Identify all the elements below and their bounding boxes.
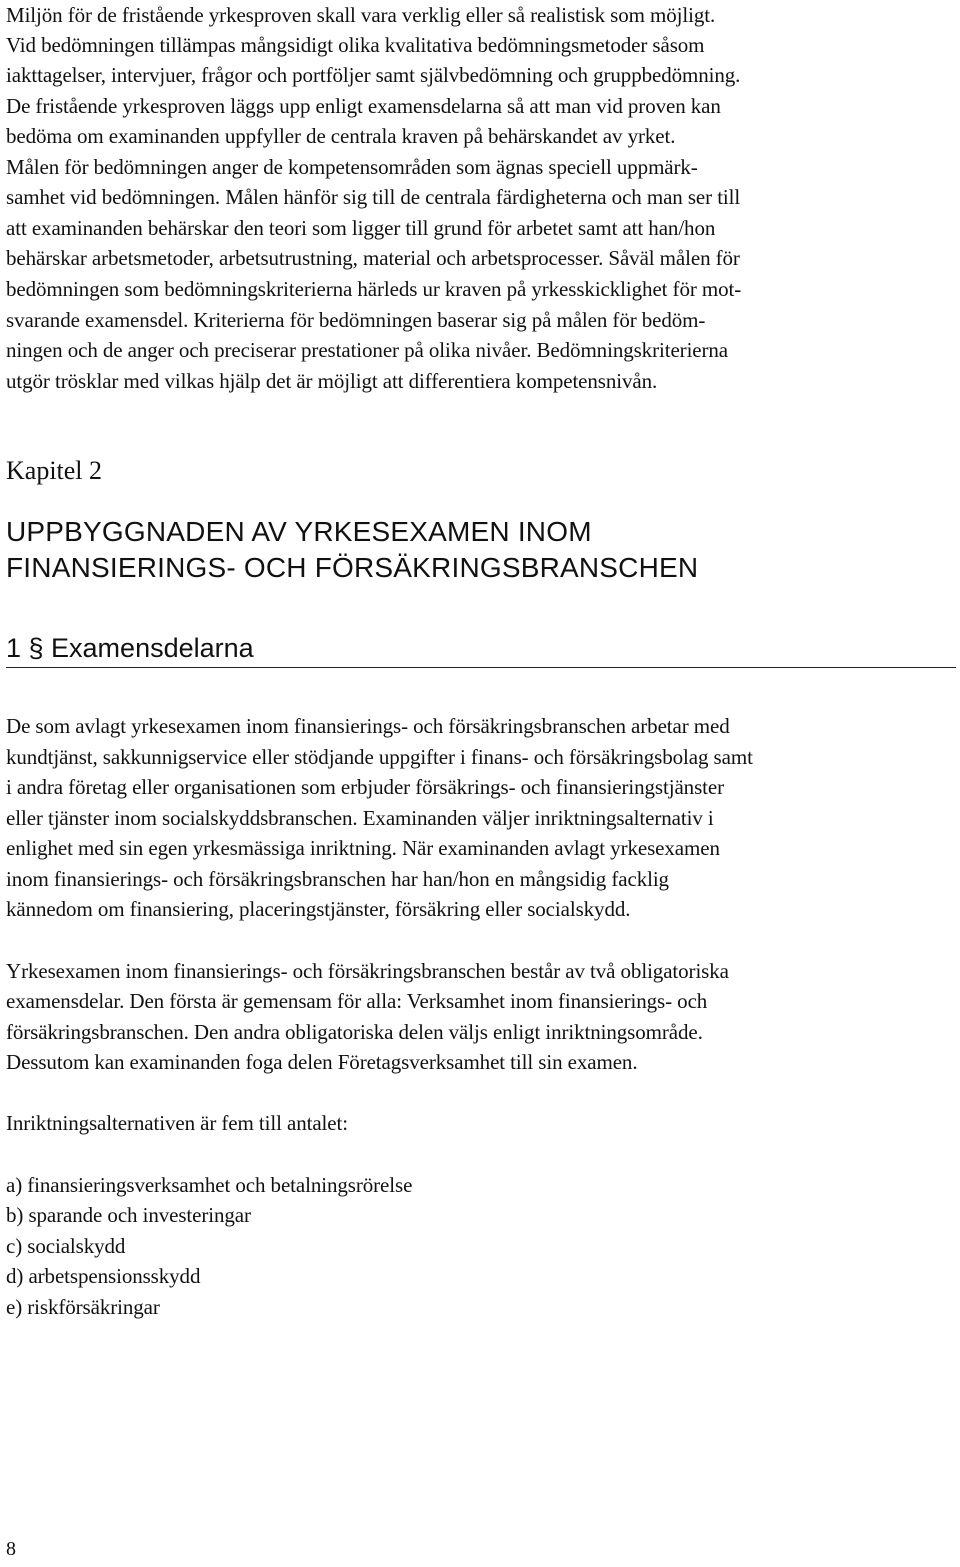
- list-item: c) socialskydd: [6, 1234, 126, 1258]
- para2-line: Dessutom kan examinanden foga delen Företagsverksamhet till sin examen.: [6, 1050, 638, 1074]
- list-intro: Inriktningsalternativen är fem till antalet:: [6, 1111, 348, 1135]
- intro-line: Vid bedömningen tillämpas mångsidigt olika kvalitativa bedömningsmetoder såsom: [6, 33, 705, 57]
- intro-line: ningen och de anger och preciserar prestationer på olika nivåer. Bedömningskriterierna: [6, 338, 729, 362]
- list-item: d) arbetspensionsskydd: [6, 1264, 201, 1288]
- intro-line: att examinanden behärskar den teori som ligger till grund för arbetet samt att han/hon: [6, 216, 716, 240]
- intro-line: bedömningen som bedömningskriterierna härleds ur kraven på yrkesskicklighet för mot-: [6, 277, 742, 301]
- list-item: b) sparande och investeringar: [6, 1203, 251, 1227]
- intro-line: iakttagelser, intervjuer, frågor och portföljer samt självbedömning och gruppbedömning.: [6, 63, 741, 87]
- intro-line: svarande examensdel. Kriterierna för bedömningen baserar sig på målen för bedöm-: [6, 308, 706, 332]
- para1-line: De som avlagt yrkesexamen inom finansierings- och försäkringsbranschen arbetar med: [6, 714, 730, 738]
- intro-line: De fristående yrkesproven läggs upp enligt examensdelarna så att man vid proven kan: [6, 94, 721, 118]
- chapter-heading-line: UPPBYGGNADEN AV YRKESEXAMEN INOM: [6, 516, 592, 547]
- chapter-heading-line: FINANSIERINGS- OCH FÖRSÄKRINGSBRANSCHEN: [6, 552, 699, 583]
- page-number: 8: [6, 1538, 16, 1560]
- intro-line: utgör trösklar med vilkas hjälp det är möjligt att differentiera kompetensnivån.: [6, 369, 658, 393]
- para1-line: kundtjänst, sakkunnigservice eller stödjande uppgifter i finans- och försäkringsbolag samt: [6, 745, 753, 769]
- para1-line: inom finansierings- och försäkringsbranschen har han/hon en mångsidig facklig: [6, 867, 669, 891]
- intro-line: Miljön för de fristående yrkesproven skall vara verklig eller så realistisk som möjligt.: [6, 3, 716, 27]
- intro-line: behärskar arbetsmetoder, arbetsutrustning, material och arbetsprocesser. Såväl målen för: [6, 246, 740, 270]
- para1-line: enlighet med sin egen yrkesmässiga inriktning. När examinanden avlagt yrkesexamen: [6, 836, 720, 860]
- list-item: a) finansieringsverksamhet och betalningsrörelse: [6, 1173, 413, 1197]
- list-item: e) riskförsäkringar: [6, 1295, 160, 1319]
- para2-line: försäkringsbranschen. Den andra obligatoriska delen väljs enligt inriktningsområde.: [6, 1020, 703, 1044]
- intro-line: samhet vid bedömningen. Målen hänför sig till de centrala färdigheterna och man ser till: [6, 185, 741, 209]
- chapter-label: Kapitel 2: [6, 456, 103, 485]
- section-title: 1 § Examensdelarna: [6, 630, 956, 668]
- para2-line: Yrkesexamen inom finansierings- och försäkringsbranschen består av två obligatoriska: [6, 959, 729, 983]
- intro-line: Målen för bedömningen anger de kompetensområden som ägnas speciell uppmärk-: [6, 155, 698, 179]
- para1-line: kännedom om finansiering, placeringstjänster, försäkring eller socialskydd.: [6, 897, 631, 921]
- para1-line: i andra företag eller organisationen som erbjuder försäkrings- och finansieringstjänster: [6, 775, 724, 799]
- para2-line: examensdelar. Den första är gemensam för alla: Verksamhet inom finansierings- och: [6, 989, 708, 1013]
- para1-line: eller tjänster inom socialskyddsbranschen. Examinanden väljer inriktningsalternativ i: [6, 806, 714, 830]
- intro-line: bedöma om examinanden uppfyller de centrala kraven på behärskandet av yrket.: [6, 124, 676, 148]
